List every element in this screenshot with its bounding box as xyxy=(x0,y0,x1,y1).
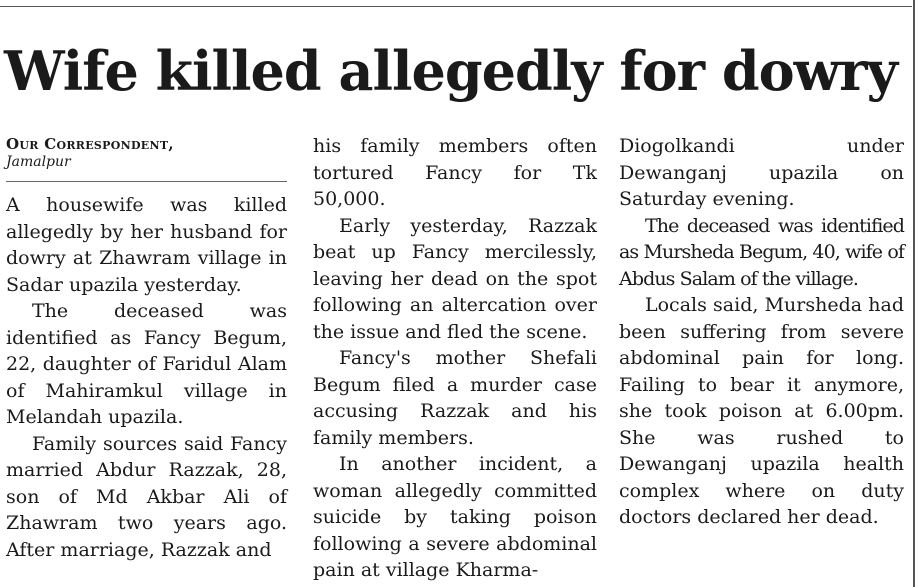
paragraph: The deceased was identified as Mursheda Begum, 40, wife of Abdus Salam of the village. xyxy=(619,214,904,290)
paragraph: Fancy's mother Shefali Begum filed a murder case accusing Razzak and his family members. xyxy=(313,347,597,449)
paragraph: Family sources said Fancy married Abdur Razzak, 28, son of Md Akbar Ali of Zhawram two years ago. After marriage, Razzak and xyxy=(6,432,287,561)
headline: Wife killed allegedly for dowry xyxy=(4,39,897,103)
byline-rule xyxy=(6,181,287,182)
right-edge-rule xyxy=(913,0,915,587)
column-1 xyxy=(6,135,287,563)
paragraph: Early yesterday, Razzak beat up Fancy mercilessly, leaving her dead on the spot following an altercation over the issue and fled the scene. xyxy=(313,214,597,343)
dateline: Jamalpur xyxy=(6,154,71,170)
column-3 xyxy=(619,133,904,531)
paragraph: his family members often tortured Fancy for Tk 50,000. xyxy=(313,135,597,210)
paragraph: A housewife was killed allegedly by her husband for dowry at Zhawram village in Sadar upazila yesterday. xyxy=(6,194,287,296)
paragraph: Locals said, Mursheda had been suffering from severe abdominal pain for long. Failing to bear it anymore, she took poison at 6.00pm. She was rushed to Dewanganj upazila health complex where on duty doctors declared her dead. xyxy=(619,294,904,528)
paragraph: Diogolkandi under Dewanganj upazila on Saturday evening. xyxy=(619,135,904,210)
paragraph: The deceased was identified as Fancy Begum, 22, daughter of Faridul Alam of Mahiramkul village in Melandah upazila. xyxy=(6,300,287,428)
top-rule xyxy=(0,6,912,7)
paragraph: In another incident, a woman allegedly committed suicide by taking poison following a severe abdominal pain at village Kharma- xyxy=(313,453,597,581)
byline: Our Correspondent, xyxy=(6,135,174,153)
column-2 xyxy=(313,133,597,584)
